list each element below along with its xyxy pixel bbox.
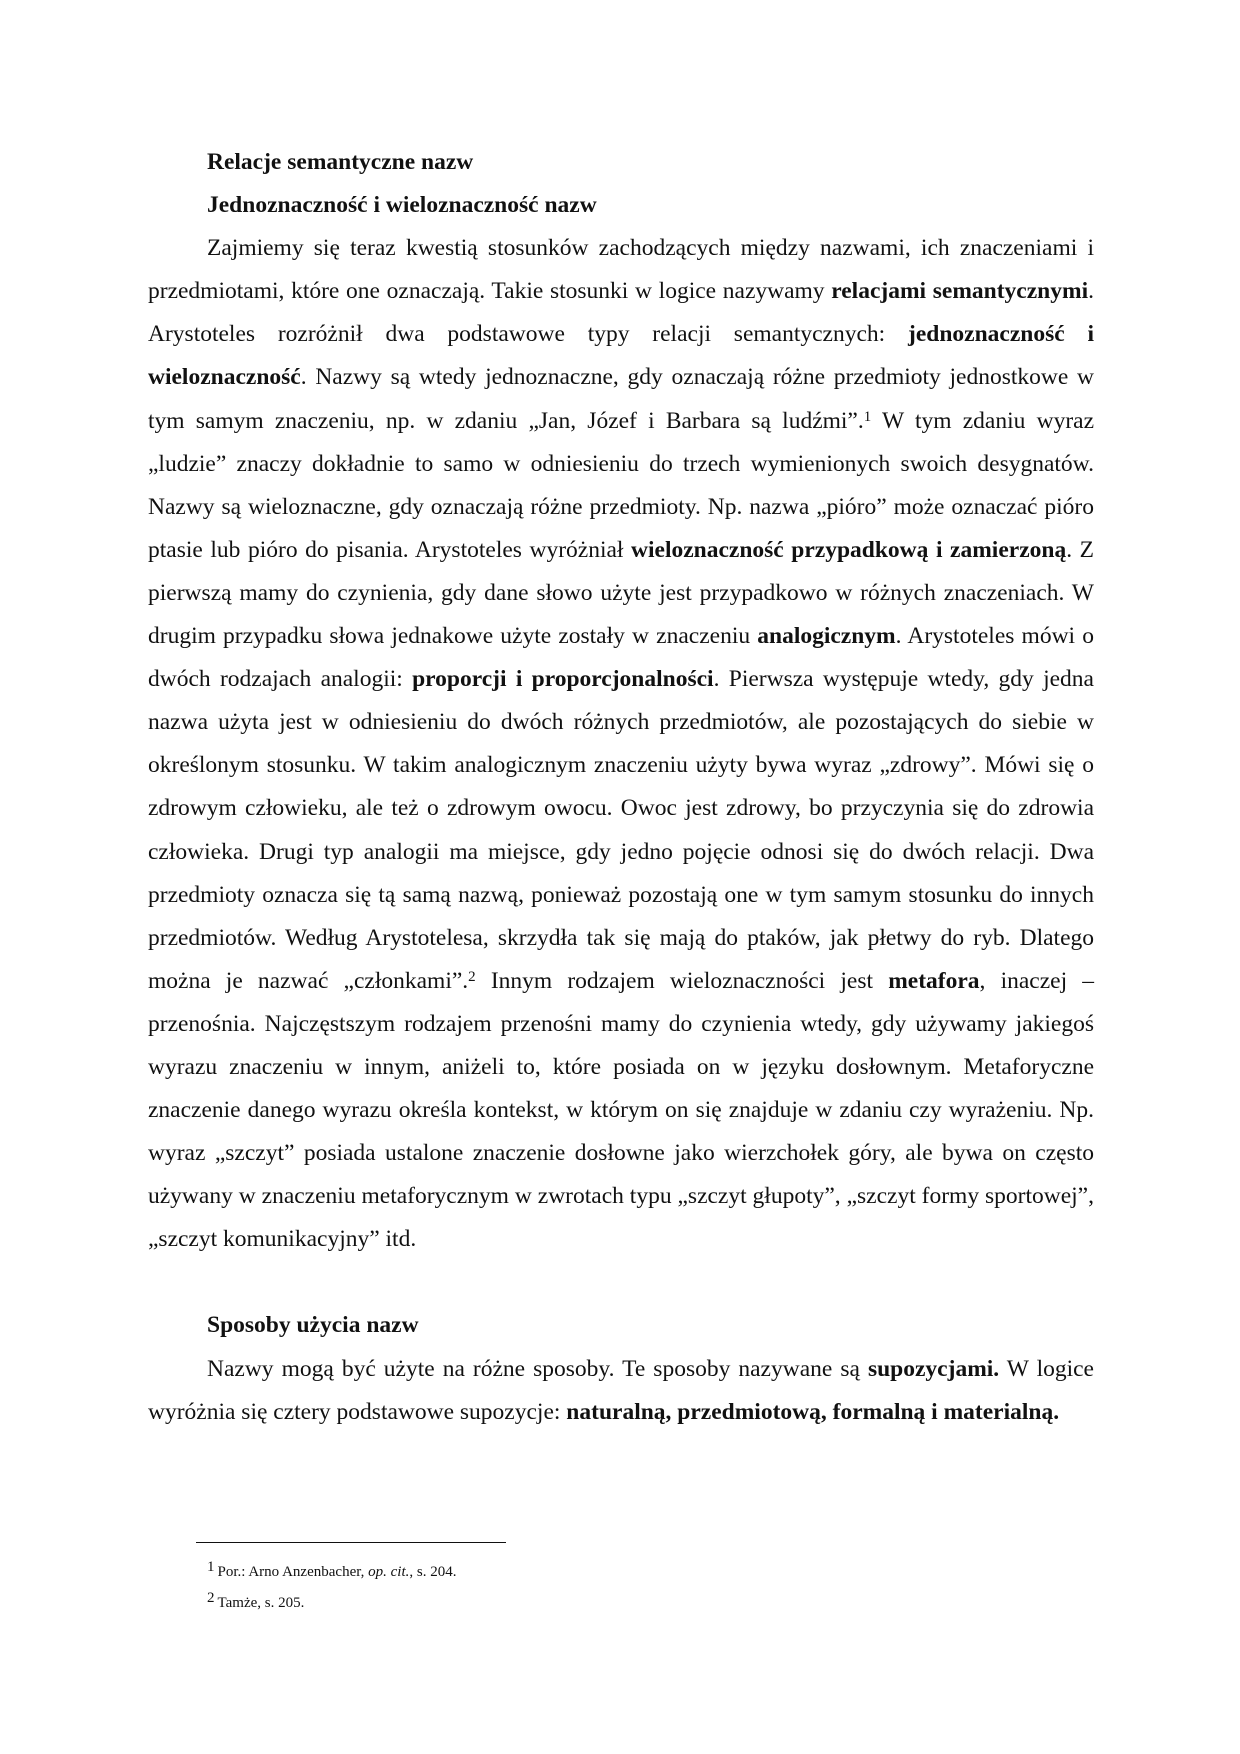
bold-term: relacjami semantycznymi <box>831 278 1089 305</box>
text-run: W logice wyróżnia się cztery podstawowe supozycje: <box>148 1355 1094 1425</box>
text-run: Zajmiemy się teraz kwestią stosunków zachodzących między nazwami, ich znaczeniami i przedmiotami, które one oznaczają. Takie stosunki w logice nazywamy <box>148 235 1094 305</box>
footnote-number: 1 <box>207 1559 215 1575</box>
paragraph <box>148 1348 1094 1434</box>
bold-term: jednoznaczność i wieloznaczność <box>148 321 1094 391</box>
text-run: . Pierwsza występuje wtedy, gdy jedna nazwa użyta jest w odniesieniu do dwóch różnych przedmiotów, ale pozostających do siebie w określonym stosunku. W takim analogicznym znaczeniu użyty bywa wyraz „zdrowy”. Mówi się o zdrowym człowieku, ale też o zdrowym owocu. Owoc jest zdrowy, bo przyczynia się do zdrowia człowieka. Drugi typ analogii ma miejsce, gdy jedno pojęcie odnosi się do dwóch relacji. Dwa przedmioty oznacza się tą samą nazwą, ponieważ pozostają one w tym samym stosunku do innych przedmiotów. Według Arystotelesa, skrzydła tak się mają do ptaków, jak płetwy do ryb. Dlatego można je nazwać „członkami”. <box>148 666 1094 994</box>
footnote-ref[interactable]: 2 <box>468 968 476 985</box>
text-run: Innym rodzajem wieloznaczności jest <box>475 967 889 994</box>
text-run: . Arystoteles mówi o dwóch rodzajach analogii: <box>148 623 1094 693</box>
bold-term: naturalną, przedmiotową, formalną i materialną. <box>566 1398 1060 1425</box>
footnote <box>207 1554 907 1585</box>
text-run: . Nazwy są wtedy jednoznaczne, gdy oznaczają różne przedmioty jednostkowe w tym samym znaczeniu, np. w zdaniu „Jan, Józef i Barbara są ludźmi”. <box>148 364 1094 434</box>
text-run: W tym zdaniu wyraz „ludzie” znaczy dokładnie to samo w odniesieniu do trzech wymienionych swoich desygnatów. Nazwy są wieloznaczne, gdy oznaczają różne przedmioty. Np. nazwa „pióro” może oznaczać pióro ptasie lub pióro do pisania. Arystoteles wyróżniał <box>148 407 1095 563</box>
bold-term: wieloznaczność przypadkową i zamierzoną <box>631 536 1067 563</box>
footnote-text: Por.: Arno Anzenbacher, <box>217 1564 369 1580</box>
footnotes <box>207 1554 907 1616</box>
bold-term: proporcji i proporcjonalności <box>412 666 714 693</box>
subsection-title: Jednoznaczność i wieloznaczność nazw <box>207 192 597 219</box>
section-title: Sposoby użycia nazw <box>207 1312 419 1339</box>
bold-term: supozycjami. <box>867 1355 1000 1382</box>
paragraph-gap <box>148 1261 1094 1304</box>
footnote <box>207 1585 907 1616</box>
footnote-separator <box>196 1542 506 1543</box>
footnote-text: , s. 204. <box>409 1564 457 1580</box>
section-title: Relacje semantyczne nazw <box>207 149 474 175</box>
text-run: , inaczej – przenośnia. Najczęstszym rodzajem przenośni mamy do czynienia wtedy, gdy używamy jakiegoś wyrazu znaczeniu w innym, aniżeli to, które posiada on w języku dosłownym. Metaforyczne znaczenie danego wyrazu określa kontekst, w którym on się znajduje w zdaniu czy wyrażeniu. Np. wyraz „szczyt” posiada ustalone znaczenie dosłowne jako wierzchołek góry, ale bywa on często używany w znaczeniu metaforycznym w zwrotach typu „szczyt głupoty”, „szczyt formy sportowej”, „szczyt komunikacyjny” itd. <box>148 967 1095 1253</box>
text-run: . Arystoteles rozróżnił dwa podstawowe typy relacji semantycznych: <box>148 278 1094 348</box>
footnote-number: 2 <box>207 1590 215 1606</box>
document-body <box>148 141 1094 1434</box>
footnote-ref[interactable]: 1 <box>863 408 872 425</box>
bold-term: analogicznym <box>757 623 896 650</box>
footnote-italic: op. cit. <box>368 1564 410 1580</box>
footnote-text: Tamże, s. 205. <box>217 1595 305 1611</box>
text-run: . Z pierwszą mamy do czynienia, gdy dane słowo użyte jest przypadkowo w różnych znaczeniach. W drugim przypadku słowa jednakowe użyte zostały w znaczeniu <box>148 536 1094 650</box>
text-run: Nazwy mogą być użyte na różne sposoby. Te sposoby nazywane są <box>207 1355 868 1382</box>
bold-term: metafora <box>888 967 980 994</box>
paragraph <box>148 227 1094 1261</box>
